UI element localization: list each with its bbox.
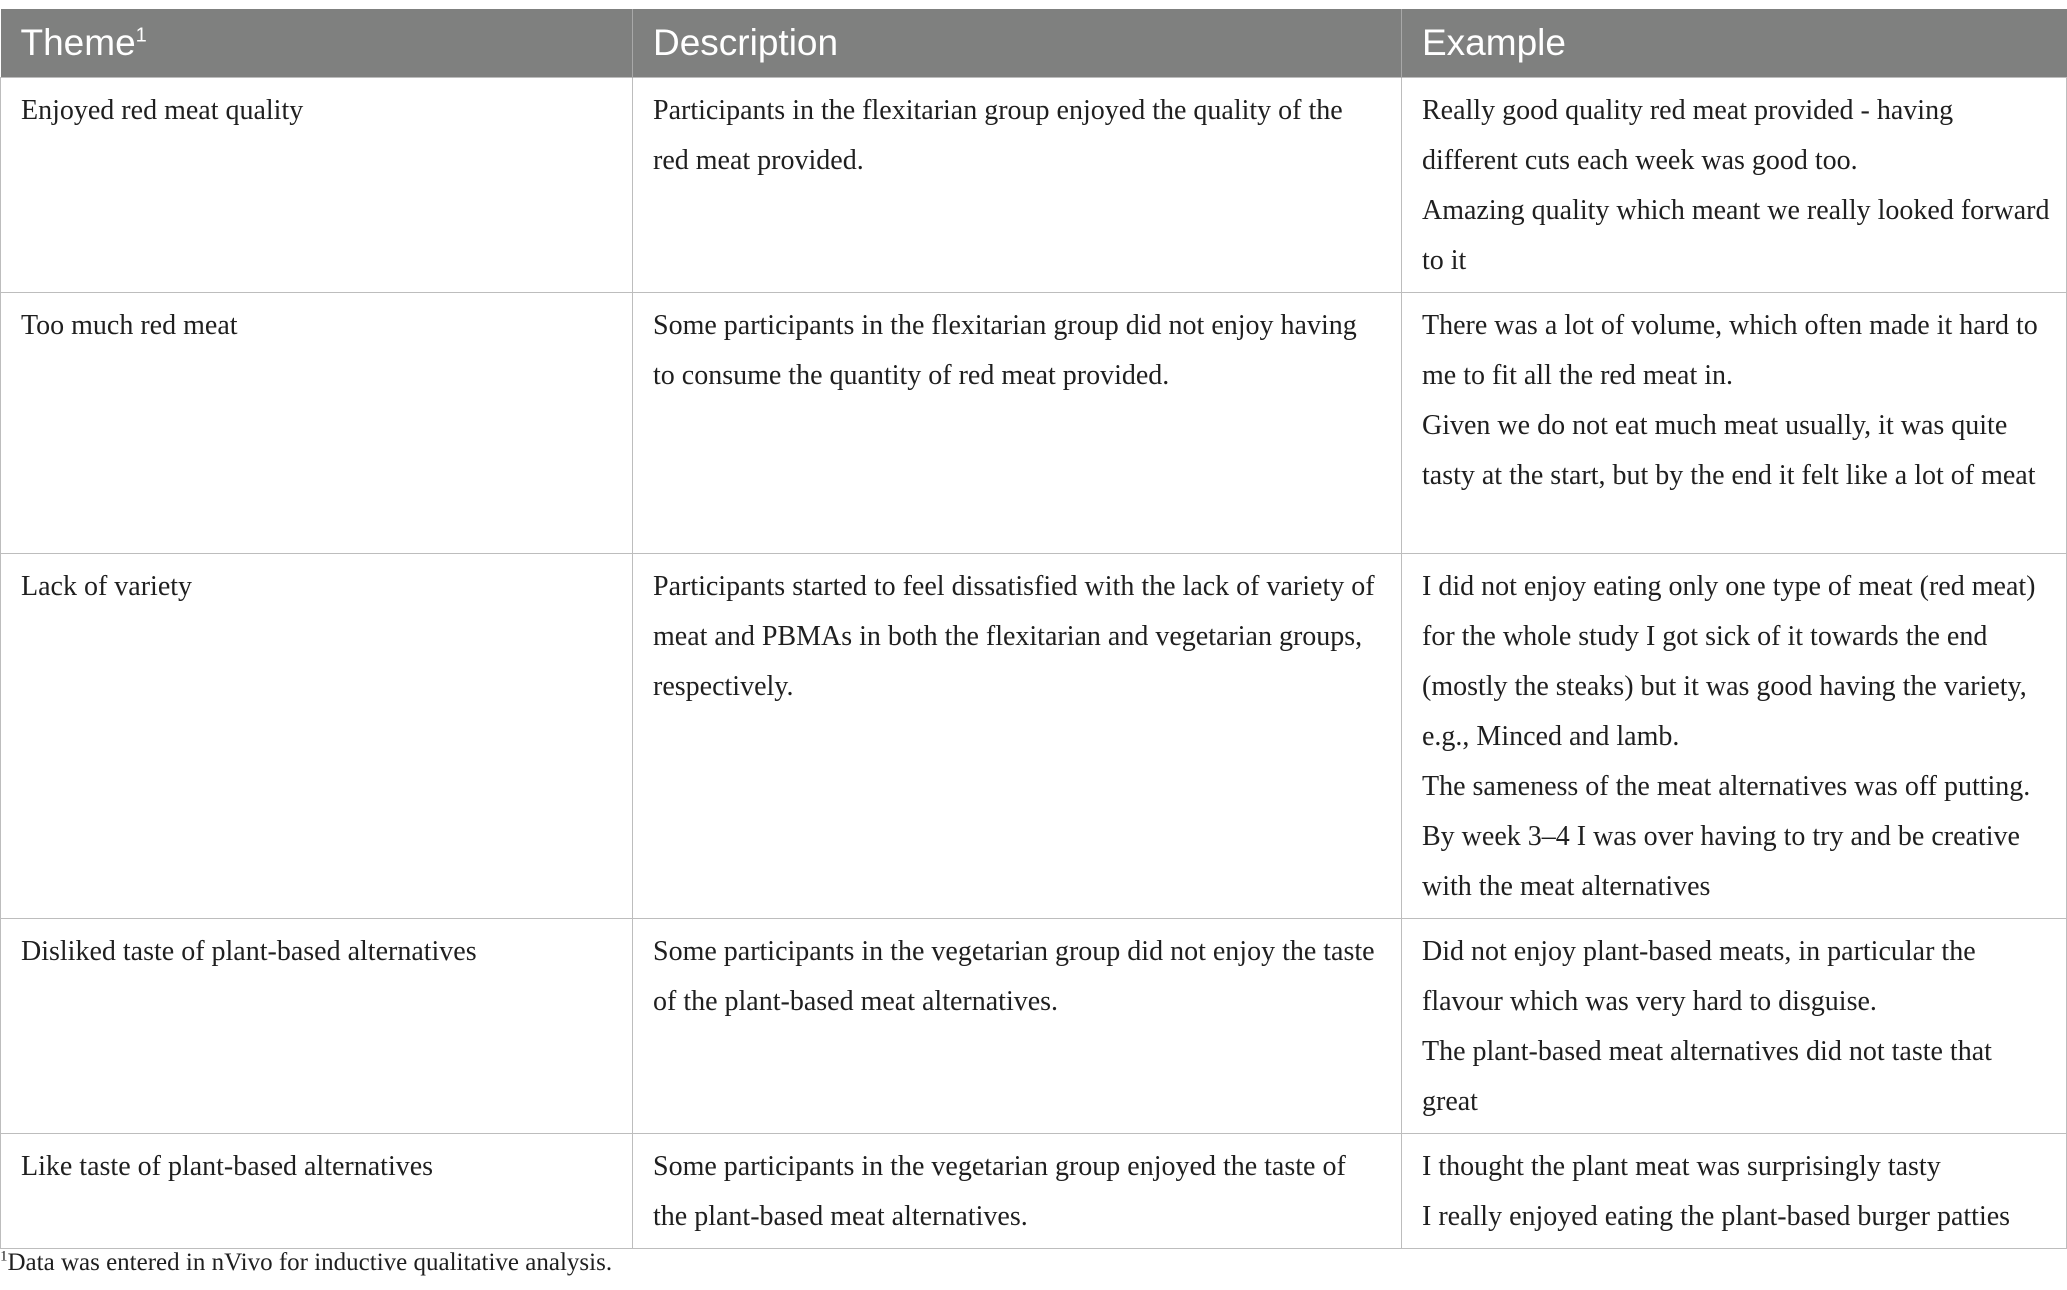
- table-row: [1, 919, 2067, 1134]
- example-quote: The sameness of the meat alternatives was off putting.: [1422, 771, 2031, 802]
- header-row: [1, 9, 2067, 78]
- example-quote: Did not enjoy plant-based meats, in particular the flavour which was very hard to disguise.: [1422, 936, 1976, 1017]
- footnote-marker: 1: [0, 1248, 8, 1265]
- example-quote: Really good quality red meat provided - having different cuts each week was good too.: [1422, 95, 1954, 176]
- themes-table-container: [0, 9, 2066, 1249]
- cell-theme: Like taste of plant-based alternatives: [1, 1134, 633, 1249]
- example-quote: Amazing quality which meant we really looked forward to it: [1422, 195, 2050, 276]
- cell-description: Some participants in the vegetarian group did not enjoy the taste of the plant-based meat alternatives.: [633, 919, 1402, 1134]
- cell-theme: Too much red meat: [1, 293, 633, 554]
- table-footnote: [0, 1249, 612, 1277]
- table-row: [1, 78, 2067, 293]
- example-quote: I did not enjoy eating only one type of meat (red meat) for the whole study I got sick of it towards the end (mostly the steaks) but it was good having the variety, e.g., Minced and lamb.: [1422, 571, 2036, 752]
- table-body: [1, 78, 2067, 1249]
- cell-theme: Enjoyed red meat quality: [1, 78, 633, 293]
- footnote-text: Data was entered in nVivo for inductive qualitative analysis.: [7, 1249, 613, 1276]
- cell-description: Some participants in the flexitarian group did not enjoy having to consume the quantity of red meat provided.: [633, 293, 1402, 554]
- header-theme-footnote-marker: 1: [135, 24, 147, 47]
- cell-description: Participants in the flexitarian group enjoyed the quality of the red meat provided.: [633, 78, 1402, 293]
- table-row: [1, 1134, 2067, 1249]
- cell-example: [1402, 554, 2067, 919]
- example-quote: There was a lot of volume, which often made it hard to me to fit all the red meat in.: [1422, 310, 2038, 391]
- header-theme-label: Theme: [20, 22, 136, 63]
- header-theme: [1, 9, 633, 78]
- cell-theme: Disliked taste of plant-based alternatives: [1, 919, 633, 1134]
- table-row: [1, 554, 2067, 919]
- cell-description: Participants started to feel dissatisfied with the lack of variety of meat and PBMAs in both the flexitarian and vegetarian groups, respectively.: [633, 554, 1402, 919]
- table-row: [1, 293, 2067, 554]
- table-header: [1, 9, 2067, 78]
- cell-example: [1402, 78, 2067, 293]
- header-description: Description: [633, 9, 1402, 78]
- example-quote: The plant-based meat alternatives did not taste that great: [1422, 1036, 1992, 1117]
- example-quote: Given we do not eat much meat usually, it was quite tasty at the start, but by the end it felt like a lot of meat: [1422, 410, 2036, 491]
- example-quote: By week 3–4 I was over having to try and be creative with the meat alternatives: [1422, 821, 2020, 902]
- cell-example: [1402, 919, 2067, 1134]
- example-quote: I really enjoyed eating the plant-based burger patties: [1422, 1201, 2011, 1232]
- cell-theme: Lack of variety: [1, 554, 633, 919]
- header-example: Example: [1402, 9, 2067, 78]
- cell-description: Some participants in the vegetarian group enjoyed the taste of the plant-based meat alternatives.: [633, 1134, 1402, 1249]
- cell-example: [1402, 293, 2067, 554]
- themes-table: [0, 9, 2067, 1249]
- example-quote: I thought the plant meat was surprisingly tasty: [1422, 1151, 1941, 1182]
- cell-example: [1402, 1134, 2067, 1249]
